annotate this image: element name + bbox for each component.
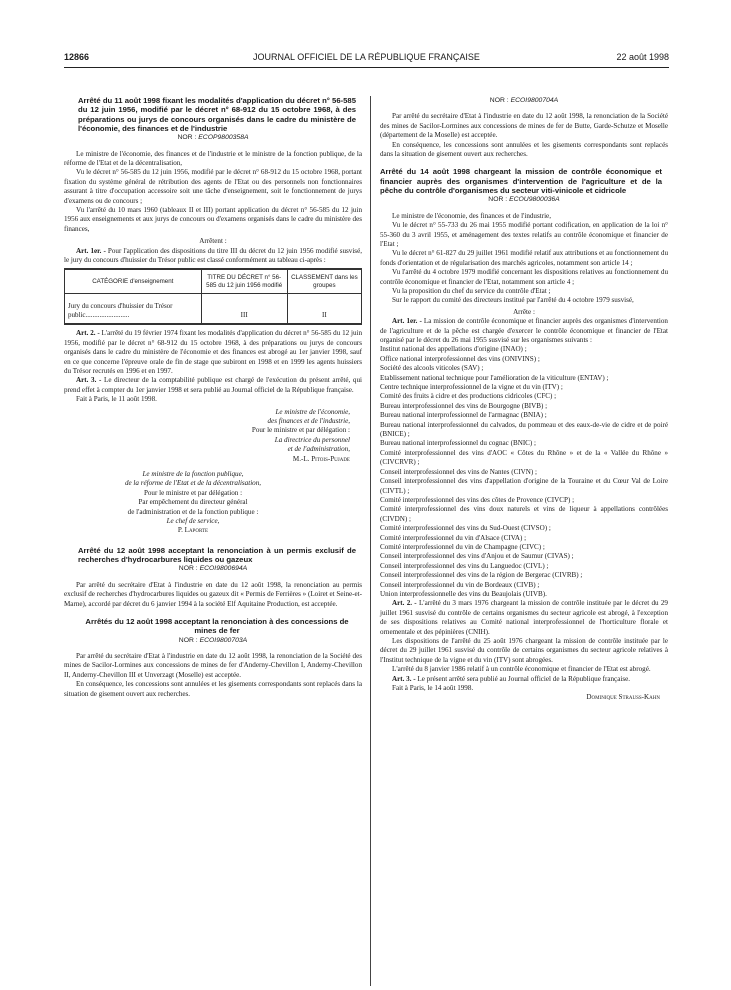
table-cell: II xyxy=(287,294,361,325)
right-column xyxy=(380,96,668,703)
article-3: Art. 3. - Le présent arrêté sera publié au Journal officiel de la République française. xyxy=(392,674,631,683)
list-item: Bureau national interprofessionnel du calvados, du pommeau et des eaux-de-vie de cidre et de poiré (BNICE) ; xyxy=(380,420,668,439)
list-item: Comité interprofessionnel des vins doux naturels et vins de liqueur à appellations contrôlées (CIVDN) ; xyxy=(380,505,668,523)
signature-line: Le chef de service, xyxy=(166,517,220,525)
table-cell: III xyxy=(201,294,287,325)
organisms-list xyxy=(380,345,668,599)
paragraph: Le ministre de l'économie, des finances et de l'industrie et le ministre de la fonction publique, de la réforme de l'Etat et de la décentralisation, xyxy=(64,149,362,167)
signature-line: Pour le ministre et par délégation : xyxy=(143,488,243,497)
article-1: Art. 1er. - La mission de contrôle économique et financier auprès des organismes d'intervention de l'agriculture et de la pêche est chargée d'exercer le contrôle économique et financier de l'Etat organisé par le décret du 26 mai 1955 susvisé sur les organismes suivants : xyxy=(380,317,668,345)
issue-date: 22 août 1998 xyxy=(616,52,669,62)
arrete-heading: Arrête : xyxy=(513,307,535,316)
article-permis-ferrieres xyxy=(64,546,362,609)
list-item: Conseil interprofessionnel du vin de Bordeaux (CIVB) ; xyxy=(380,580,540,589)
signing-place-date: Fait à Paris, le 14 août 1998. xyxy=(392,684,474,693)
signature-line: Le ministre de l'économie, xyxy=(275,407,350,416)
list-item: Office national interprofessionnel des vins (ONIVINS) ; xyxy=(380,354,540,363)
article-arrete-11-aout xyxy=(64,96,362,536)
signature-line: de la réforme de l'Etat et de la décentralisation, xyxy=(124,479,262,488)
signatory-name: M.-L. Pitois-Pujade xyxy=(292,454,350,463)
list-item: Union interprofessionnelle des vins du Beaujolais (UIVB). xyxy=(380,589,547,598)
nor-reference: NOR : ECOP9800358A xyxy=(177,134,249,142)
list-item: Comité interprofessionnel du vin d'Alsace (CIVA) ; xyxy=(380,533,527,542)
signature-line: Pour le ministre et par délégation : xyxy=(251,426,350,435)
signature-line: de l'administration et de la fonction publique : xyxy=(127,507,259,516)
article-controle-viti-vinicole xyxy=(380,167,668,702)
table-row xyxy=(65,294,362,325)
list-item: Bureau interprofessionnel des vins de Bourgogne (BIVB) ; xyxy=(380,401,548,410)
page-header xyxy=(64,52,669,66)
left-column xyxy=(64,96,362,699)
list-item: Société des alcools viticoles (SAV) ; xyxy=(380,364,484,373)
arretent-heading: Arrêtent : xyxy=(199,237,227,246)
paragraph: En conséquence, les concessions sont annulées et les gisements correspondants sont replacés dans la situation de gisement ouvert aux recherches. xyxy=(380,140,668,159)
list-item: Institut national des appellations d'origine (INAO) ; xyxy=(380,345,527,354)
paragraph: Vu la proposition du chef du service du contrôle d'Etat ; xyxy=(392,286,551,295)
column-divider xyxy=(370,96,371,986)
table-header: CATÉGORIE d'enseignement xyxy=(65,269,202,293)
signature-line: et de l'administration, xyxy=(287,445,350,454)
article-title: Arrêté du 11 août 1998 fixant les modalités d'application du décret n° 56-585 du 12 juin 1956, modifié par le décret n° 68-912 du 15 octobre 1968, à des préparations ou jurys de concours organisés dans le cadre du ministère de l'économie, des finances et de l'industrie xyxy=(78,96,356,133)
list-item: Conseil interprofessionnel des vins de Nantes (CIVN) ; xyxy=(380,467,538,476)
list-item: Bureau national interprofessionnel du cognac (BNIC) ; xyxy=(380,439,537,448)
paragraph: Par arrêté du secrétaire d'Etat à l'industrie en date du 12 août 1998, la renonciation de la Société des mines de Sacilor-Lormines aux concessions de mines de fer de Butte, Garde-Schutze et Moselle (département de la Moselle) est acceptée. xyxy=(380,112,668,140)
paragraph: Vu l'arrêté du 10 mars 1960 (tableaux II et III) portant application du décret n° 56-585 du 12 juin 1956 aux enseignements et aux jurys de concours ou d'examens organisés dans le cadre du ministère des finances, xyxy=(64,206,362,233)
paragraph: Vu l'arrêté du 4 octobre 1979 modifié concernant les dispositions relatives au fonctionnement du contrôle économique et financier de l'Etat, notamment son article 4 ; xyxy=(380,268,668,286)
list-item: Conseil interprofessionnel des vins d'appellation d'origine de la Touraine et du Cœur Val de Loire (CIVTL) ; xyxy=(380,477,668,495)
paragraph: Par arrêté du secrétaire d'Etat à l'industrie en date du 12 août 1998, la renonciation de la Société des mines de Sacilor-Lormines aux concessions de mines de fer d'Anderny-Chevillon I, Anderny-Chevillon II, Anderny-Chevillon III et Unverzagt (Moselle) est acceptée. xyxy=(64,652,362,679)
paragraph: Par arrêté du secrétaire d'Etat à l'industrie en date du 12 août 1998, la renonciation au permis exclusif de recherches d'hydrocarbures liquides ou gazeux dit « Permis de Ferrières » (Loiret et Seine-et-Marne), accordé par décret du 6 janvier 1994 à la société Elf Aquitaine Production, est acceptée. xyxy=(64,580,362,608)
list-item: Conseil interprofessionnel des vins de la région de Bergerac (CIVRB) ; xyxy=(380,571,583,580)
nor-reference: NOR : ECOI9800703A xyxy=(178,636,248,644)
article-2: Art. 2. - L'arrêté du 3 mars 1976 chargeant la mission de contrôle instituée par le décret du 29 juillet 1961 susvisé du contrôle de certains organismes du secteur agricole est abrogé, à l'exception de ses dispositions relatives au Comité national interprofessionnel de l'horticulture florale et ornementale et des pépinières (CNIH). xyxy=(380,599,668,636)
article-1: Art. 1er. - Pour l'application des dispositions du titre III du décret du 12 juin 1956 modifié susvisé, le jury du concours d'huissier du Trésor public est classé conformément au tableau ci-après : xyxy=(64,246,362,265)
list-item: Bureau national interprofessionnel de l'armagnac (BNIA) ; xyxy=(380,411,547,420)
table-header: TITRE DU DÉCRET n° 56-585 du 12 juin 1956 modifié xyxy=(201,269,287,293)
signatory-name: P. Laporte xyxy=(177,526,209,535)
classification-table xyxy=(64,268,362,325)
paragraph: Vu le décret n° 55-733 du 26 mai 1955 modifié portant codification, en application de la loi n° 55-360 du 3 avril 1955, et aménagement des textes relatifs au contrôle économique et financier de l'Etat ; xyxy=(380,221,668,248)
table-header: CLASSEMENT dans les groupes xyxy=(287,269,361,293)
article-title: Arrêtés du 12 août 1998 acceptant la renonciation à des concessions de mines de fer xyxy=(85,617,349,636)
signing-place-date: Fait à Paris, le 11 août 1998. xyxy=(76,395,157,404)
page-number: 12866 xyxy=(64,52,90,62)
signatory-name: Dominique Strauss-Kahn xyxy=(586,693,660,702)
nor-reference: NOR : ECOI9800704A xyxy=(489,97,559,104)
paragraph: Le ministre de l'économie, des finances et de l'industrie, xyxy=(392,211,551,220)
list-item: Comité interprofessionnel des vins des côtes de Provence (CIVCP) ; xyxy=(380,495,575,504)
paragraph: Les dispositions de l'arrêté du 25 août 1976 chargeant la mission de contrôle instituée par le décret du 29 juillet 1961 susvisé du contrôle de certains organismes du secteur agricole relatives à l'Institut technique de la vigne et du vin (ITV) sont abrogées. xyxy=(380,637,668,664)
article-mines-de-fer xyxy=(64,617,362,699)
article-2: Art. 2. - L'arrêté du 19 février 1974 fixant les modalités d'application du décret n° 56-585 du 12 juin 1956, modifié par le décret n° 68-912 du 15 octobre 1968, à des préparations ou jurys de concours organisés dans le cadre du ministère de l'économie et des finances est abrogé au 1er janvier 1998, sauf en ce que concerne l'épreuve orale de fin de stage que subiront en 1998 et en 1999 les agents huissiers du Trésor recrutés en 1996 et en 1997. xyxy=(64,329,363,375)
article-mines-moselle xyxy=(380,96,668,159)
journal-title: JOURNAL OFFICIEL DE LA RÉPUBLIQUE FRANÇAISE xyxy=(253,52,480,62)
article-title: Arrêté du 14 août 1998 chargeant la mission de contrôle économique et financier auprès des organismes d'intervention de l'agriculture et de la pêche du contrôle d'organismes du secteur viti-vinicole et cidricole xyxy=(380,167,662,196)
signature-line: Par empêchement du directeur général xyxy=(138,498,248,507)
signature-line: Le ministre de la fonction publique, xyxy=(142,469,244,478)
list-item: Conseil interprofessionnel des vins d'Anjou et de Saumur (CIVAS) ; xyxy=(380,552,574,561)
paragraph: Sur le rapport du comité des directeurs institué par l'arrêté du 4 octobre 1979 susvisé, xyxy=(392,296,634,305)
list-item: Conseil interprofessionnel des vins du Languedoc (CIVL) ; xyxy=(380,561,549,570)
paragraph: En conséquence, les concessions sont annulées et les gisements correspondants sont replacés dans la situation de gisement ouvert aux recherches. xyxy=(64,680,362,698)
nor-reference: NOR : ECOU9800036A xyxy=(488,196,560,204)
list-item: Comité des fruits à cidre et des productions cidricoles (CFC) ; xyxy=(380,392,557,401)
header-rule xyxy=(64,67,669,68)
list-item: Comité interprofessionnel des vins d'AOC « Côtes du Rhône » et de la « Vallée du Rhône » (CIVCRVR) ; xyxy=(380,448,668,467)
article-3: Art. 3. - Le directeur de la comptabilité publique est chargé de l'exécution du présent arrêté, qui prend effet à compter du 1er janvier 1998 et sera publié au Journal officiel de la République française. xyxy=(64,376,362,394)
table-cell: Jury du concours d'huissier du Trésor public......................... xyxy=(65,294,202,325)
paragraph: Vu le décret n° 56-585 du 12 juin 1956, modifié par le décret n° 68-912 du 15 octobre 1968, portant fixation du système général de rétribution des agents de l'Etat ou des personnels non fonctionnaires assurant à titre d'occupation accessoire soit une tâche d'enseignement, soit le fonctionnement de jurys d'examens ou de concours ; xyxy=(64,168,362,205)
paragraph: L'arrêté du 8 janvier 1986 relatif à un contrôle économique et financier de l'Etat est abrogé. xyxy=(392,665,651,674)
signature-line: des finances et de l'industrie, xyxy=(267,416,350,425)
paragraph: Vu le décret n° 61-827 du 29 juillet 1961 modifié relatif aux attributions et au fonctionnement du fonds d'orientation et de régularisation des marchés agricoles, notamment son article 14 ; xyxy=(380,249,668,267)
signature-line: La directrice du personnel xyxy=(274,435,350,444)
list-item: Comité interprofessionnel du vin de Champagne (CIVC) ; xyxy=(380,542,545,551)
nor-reference: NOR : ECOI9800694A xyxy=(178,565,248,573)
article-title: Arrêté du 12 août 1998 acceptant la renonciation à un permis exclusif de recherches d'hydrocarbures liquides ou gazeux xyxy=(78,545,356,565)
list-item: Comité interprofessionnel des vins du Sud-Ouest (CIVSO) ; xyxy=(380,524,551,533)
list-item: Centre technique interprofessionnel de la vigne et du vin (ITV) ; xyxy=(380,383,563,392)
list-item: Etablissement national technique pour l'amélioration de la viticulture (ENTAV) ; xyxy=(380,373,609,382)
